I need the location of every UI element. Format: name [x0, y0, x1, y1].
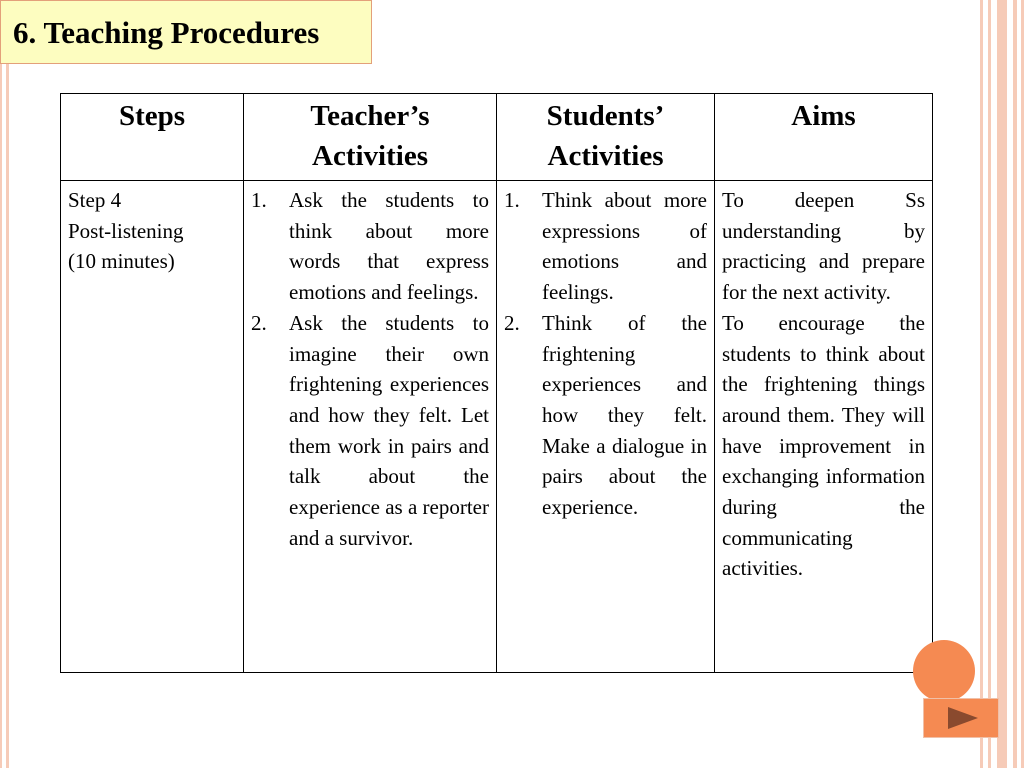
list-item [251, 185, 489, 308]
header-students-line1: Students’ [546, 100, 665, 132]
header-aims [715, 94, 933, 181]
header-steps [61, 94, 244, 181]
play-triangle-icon [948, 707, 978, 729]
decorative-circle [913, 640, 975, 702]
table-row [61, 181, 933, 673]
list-item [504, 185, 707, 308]
cell-aims [715, 181, 933, 673]
list-item-number: 2. [251, 310, 267, 335]
teacher-activity-list [251, 185, 489, 553]
frame-stripe-right [1013, 0, 1017, 768]
list-item-number: 2. [504, 310, 520, 335]
list-item-number: 1. [504, 188, 520, 212]
frame-stripe-right [980, 0, 983, 768]
frame-stripe-left [0, 0, 2, 768]
procedures-table [60, 93, 933, 673]
frame-stripe-left [6, 0, 9, 768]
step-stage: Post-listening [68, 218, 184, 243]
list-item [504, 308, 707, 523]
header-aims-label: Aims [791, 100, 856, 132]
header-steps-label: Steps [118, 100, 186, 132]
list-item-text: Ask the students to imagine their own frightening experiences and how they felt. Let them work in pairs and talk about the experience as a reporter and a survivor. [289, 310, 489, 550]
frame-stripe-right [997, 0, 1007, 768]
cell-step [61, 181, 244, 673]
header-teacher-line2: Activities [312, 140, 428, 172]
table-header-row [61, 94, 933, 181]
list-item-text: Think about more expressions of emotions and feelings. [542, 188, 707, 305]
header-teacher-line1: Teacher’s [310, 100, 430, 132]
student-activity-list [504, 185, 707, 523]
cell-students-activities [497, 181, 715, 673]
step-name: Step 4 [68, 188, 122, 212]
title-box [0, 0, 372, 64]
list-item-text: Ask the students to think about more words that express emotions and feelings. [289, 188, 489, 305]
step-time: (10 minutes) [68, 249, 175, 274]
list-item [251, 308, 489, 554]
list-item-number: 1. [251, 188, 267, 212]
aims-paragraph: To encourage the students to think about the frightening things around them. They will have improvement in exchanging information during the communicating activities. [722, 310, 925, 581]
next-slide-button[interactable] [923, 698, 999, 738]
cell-teacher-activities [244, 181, 497, 673]
header-teacher-activities [244, 94, 497, 181]
list-item-text: Think of the frightening experiences and how they felt. Make a dialogue in pairs about the experience. [542, 310, 707, 520]
slide-title: 6. Teaching Procedures [13, 15, 320, 50]
frame-stripe-right [988, 0, 991, 768]
aims-paragraph: To deepen Ss understanding by practicing and prepare for the next activity. [722, 188, 925, 305]
header-students-line2: Activities [547, 140, 664, 172]
header-students-activities [497, 94, 715, 181]
